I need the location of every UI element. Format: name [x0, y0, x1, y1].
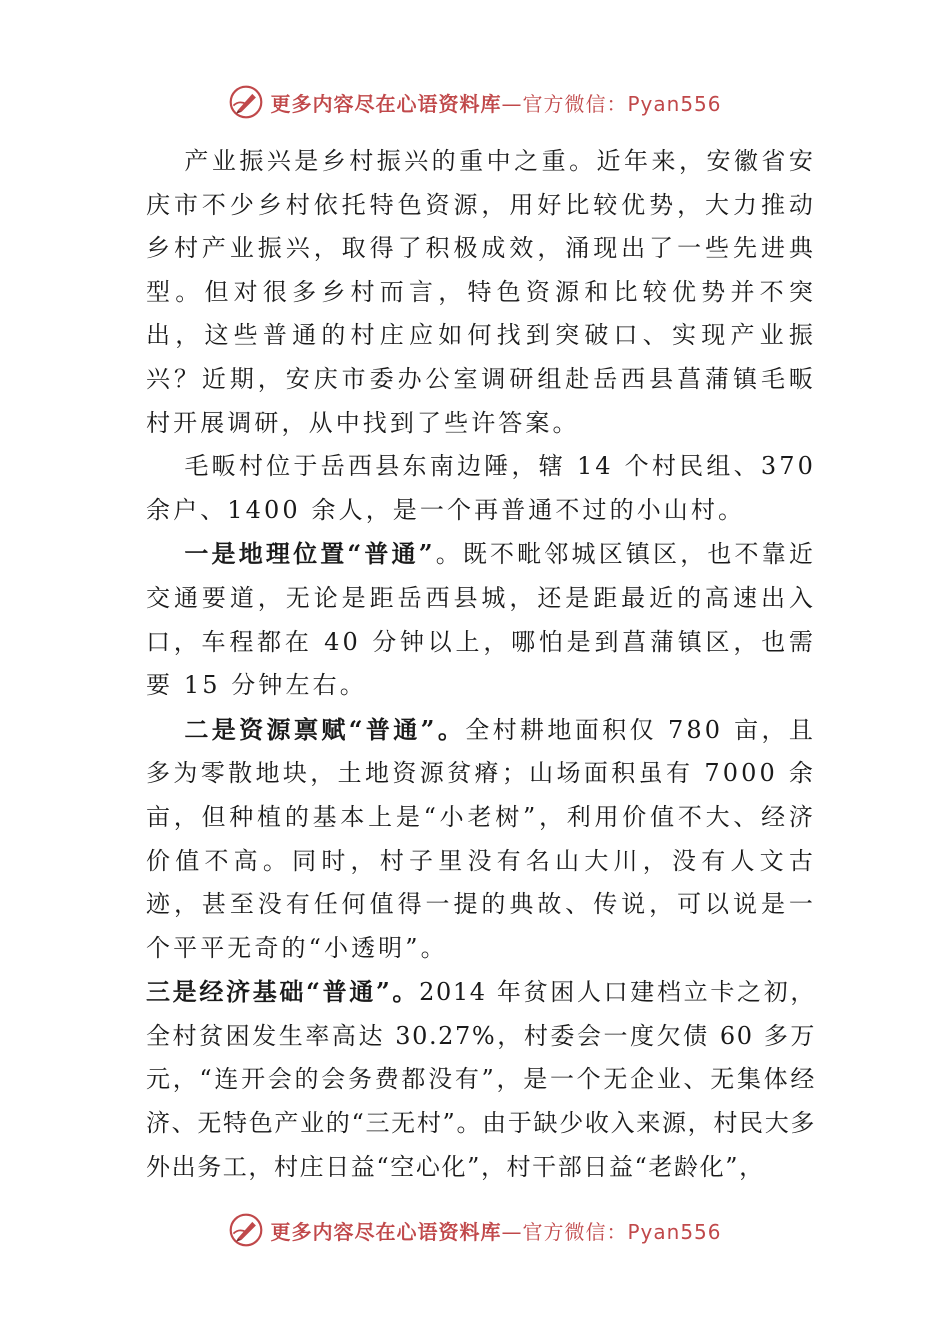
footer-banner [0, 1208, 950, 1252]
banner-label: 官方微信： [522, 1219, 628, 1244]
pen-logo-icon [228, 84, 264, 120]
banner-dash: — [501, 91, 523, 116]
paragraph-location [146, 532, 816, 707]
pen-logo-icon [228, 1212, 264, 1248]
banner-text [270, 1216, 721, 1245]
paragraph-lead: 三是经济基础“普通”。 [146, 977, 420, 1007]
paragraph-text: 毛畈村位于岳西县东南边陲，辖 14 个村民组、370 余户、1400 余人，是一个再普通不过的小山村。 [146, 452, 816, 524]
paragraph-text: 。既不毗邻城区镇区，也不靠近交通要道，无论是距岳西县城，还是距最近的高速出入口，车程都在 40 分钟以上，哪怕是到菖蒲镇区，也需要 15 分钟左右。 [146, 540, 816, 700]
banner-account: Pyan556 [627, 91, 722, 116]
paragraph-text: 2014 年贫困人口建档立卡之初，全村贫困发生率高达 30.27%，村委会一度欠债 60 多万元，“连开会的会务费都没有”，是一个无企业、无集体经济、无特色产业的“三无村”。由于缺少收入来源，村民大多外出务工，村庄日益“空心化”，村干部日益“老龄化”， [146, 978, 816, 1181]
banner-account: Pyan556 [627, 1219, 722, 1244]
banner-brand: 更多内容尽在心语资料库 [270, 91, 502, 116]
paragraph-lead: 一是地理位置“普通” [184, 539, 436, 569]
paragraph-text: 产业振兴是乡村振兴的重中之重。近年来，安徽省安庆市不少乡村依托特色资源，用好比较优势，大力推动乡村产业振兴，取得了积极成效，涌现出了一些先进典型。但对很多乡村而言，特色资源和比较优势并不突出，这些普通的村庄应如何找到突破口、实现产业振兴？近期，安庆市委办公室调研组赴岳西县菖蒲镇毛畈村开展调研，从中找到了些许答案。 [146, 147, 816, 437]
paragraph-village-overview [146, 445, 816, 532]
header-banner [0, 80, 950, 124]
banner-label: 官方微信： [522, 91, 628, 116]
banner-brand: 更多内容尽在心语资料库 [270, 1219, 502, 1244]
paragraph-economy [146, 970, 816, 1189]
paragraph-text: 全村耕地面积仅 780 亩，且多为零散地块，土地资源贫瘠；山场面积虽有 7000 余亩，但种植的基本上是“小老树”，利用价值不大、经济价值不高。同时，村子里没有名山大川，没有人文古迹，甚至没有任何值得一提的典故、传说，可以说是一个平平无奇的“小透明”。 [146, 715, 816, 962]
paragraph-intro [146, 140, 816, 445]
banner-text [270, 88, 721, 117]
paragraph-resources [146, 708, 816, 971]
document-body [146, 140, 816, 1189]
banner-dash: — [501, 1219, 523, 1244]
paragraph-lead: 二是资源禀赋“普通”。 [184, 714, 466, 744]
